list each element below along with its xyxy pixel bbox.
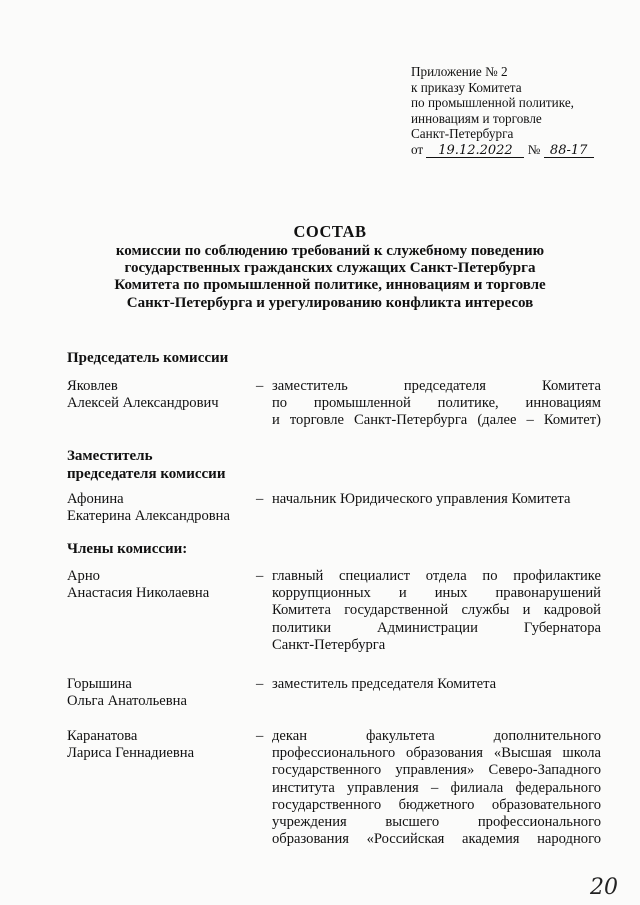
title-line: государственных гражданских служащих Санкт-Петербурга (124, 260, 536, 277)
title-line: Санкт-Петербурга и урегулированию конфликта интересов (126, 294, 534, 311)
annex-line: по промышленной политике, (411, 95, 574, 111)
member-given-names: Ольга Анатольевна (67, 693, 187, 710)
dash: – (256, 728, 264, 744)
section-deputy-line: председателя комиссии (67, 466, 226, 482)
position-line: начальник Юридического управления Комитета (272, 491, 571, 507)
order-number: 88-17 (544, 144, 594, 158)
member-surname: Горышина (67, 676, 132, 692)
order-date: 19.12.2022 (426, 144, 524, 158)
dash: – (256, 676, 264, 692)
position-line: по промышленной политике, инновациям (272, 395, 601, 412)
document-title (60, 221, 600, 312)
annex-from-label: от (411, 141, 424, 157)
title-line: комиссии по соблюдению требований к служебному поведению (115, 243, 545, 259)
member-given-names: Алексей Александрович (67, 395, 219, 412)
member-name (67, 491, 257, 525)
position-line: образования «Российская академия народного (272, 831, 601, 848)
section-deputy-line: Заместитель (67, 448, 153, 464)
member-position (272, 676, 601, 693)
member-given-names: Анастасия Николаевна (67, 585, 210, 602)
dash: – (256, 491, 264, 507)
member-position (272, 568, 601, 654)
position-line: института управления – филиала федерального (272, 779, 601, 796)
position-line: и торговле Санкт-Петербурга (далее – Комитет) (272, 412, 601, 429)
annex-line: Санкт-Петербурга (411, 126, 514, 142)
member-name (67, 676, 257, 710)
number-sign: № (527, 141, 541, 157)
position-line: заместитель председателя Комитета (272, 676, 497, 692)
section-members: Члены комиссии: (67, 541, 188, 557)
member-name (67, 568, 257, 602)
dash: – (256, 378, 264, 394)
dash: – (256, 568, 264, 584)
position-line: профессионального образования «Высшая школа (272, 745, 601, 762)
member-surname: Каранатова (67, 728, 138, 744)
member-position (272, 378, 601, 430)
title-main: СОСТАВ (293, 222, 367, 241)
member-given-names: Екатерина Александровна (67, 508, 230, 525)
title-line: Комитета по промышленной политике, инновациям и торговле (114, 277, 546, 294)
member-surname: Яковлев (67, 378, 118, 394)
member-position (272, 491, 601, 508)
position-line: Санкт-Петербурга (272, 636, 386, 653)
position-line: Комитета государственной службы и кадровой (272, 602, 601, 619)
annex-line: Приложение № 2 (411, 64, 508, 79)
annex-block (411, 64, 616, 158)
position-line: коррупционных и иных правонарушений (272, 585, 601, 602)
member-name (67, 378, 257, 412)
position-line: государственного бюджетного образовательного (272, 796, 601, 813)
annex-order-line (411, 142, 616, 158)
position-line: учреждения высшего профессионального (272, 814, 601, 831)
annex-line: к приказу Комитета (411, 79, 522, 95)
member-surname: Афонина (67, 491, 124, 507)
annex-line: инновациям и торговле (411, 110, 542, 126)
position-line: декан факультета дополнительного (272, 728, 601, 744)
section-deputy (67, 447, 225, 483)
handwritten-page-number: 20 (590, 875, 618, 900)
position-line: заместитель председателя Комитета (272, 378, 601, 394)
position-line: государственного управления» Северо-Западного (272, 762, 601, 779)
member-surname: Арно (67, 568, 100, 584)
member-position (272, 728, 601, 848)
position-line: главный специалист отдела по профилактике (272, 568, 601, 584)
section-chairman: Председатель комиссии (67, 350, 229, 366)
member-given-names: Лариса Геннадиевна (67, 745, 195, 762)
position-line: политики Администрации Губернатора (272, 619, 601, 636)
member-name (67, 728, 257, 762)
